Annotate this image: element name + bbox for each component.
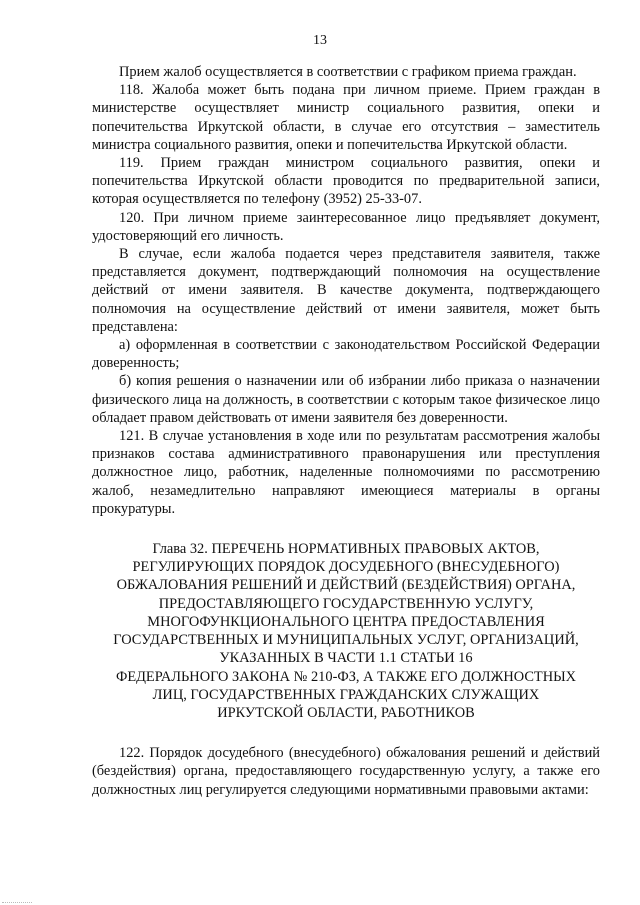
- heading-line: РЕГУЛИРУЮЩИХ ПОРЯДОК ДОСУДЕБНОГО (ВНЕСУДЕБНОГО): [132, 559, 560, 576]
- heading-line: ИРКУТСКОЙ ОБЛАСТИ, РАБОТНИКОВ: [217, 704, 475, 721]
- heading-line: ОБЖАЛОВАНИЯ РЕШЕНИЙ И ДЕЙСТВИЙ (БЕЗДЕЙСТВИЯ) ОРГАНА,: [116, 577, 576, 594]
- heading-line: ЛИЦ, ГОСУДАРСТВЕННЫХ ГРАЖДАНСКИХ СЛУЖАЩИХ: [152, 686, 540, 703]
- paragraph-118: 118. Жалоба может быть подана при личном приеме. Прием граждан в министерстве осуществляет министр социального развития, опеки и попечительства Иркутской области, в случае его отсутствия – заместитель министра социального развития, опеки и попечительства Иркутской области.: [92, 82, 600, 153]
- paragraph-item-a: а) оформленная в соответствии с законодательством Российской Федерации доверенность;: [92, 337, 600, 372]
- paragraph-reception-schedule: Прием жалоб осуществляется в соответствии с графиком приема граждан.: [119, 64, 577, 80]
- paragraph-122: 122. Порядок досудебного (внесудебного) обжалования решений и действий (бездействия) органа, предоставляющего государственную услугу, а также его должностных лиц регулируется следующими нормативными правовыми актами:: [92, 745, 600, 798]
- heading-line: ГОСУДАРСТВЕННЫХ И МУНИЦИПАЛЬНЫХ УСЛУГ, ОРГАНИЗАЦИЙ,: [113, 632, 579, 649]
- paragraph-119: 119. Прием граждан министром социального развития, опеки и попечительства Иркутской области проводится по предварительной записи, которая осуществляется по телефону (3952) 25-33-07.: [92, 155, 600, 208]
- heading-line: УКАЗАННЫХ В ЧАСТИ 1.1 СТАТЬИ 16: [219, 650, 473, 667]
- chapter-32-heading: [92, 540, 600, 722]
- scan-corner-mark: [2, 900, 32, 903]
- heading-line: МНОГОФУНКЦИОНАЛЬНОГО ЦЕНТРА ПРЕДОСТАВЛЕНИЯ: [147, 613, 545, 630]
- page-number: 13: [313, 33, 327, 48]
- paragraph-121: 121. В случае установления в ходе или по результатам рассмотрения жалобы признаков состава административного правонарушения или преступления должностное лицо, работник, наделенные полномочиями по рассмотрению жалоб, незамедлительно направляют имеющиеся материалы в органы прокуратуры.: [92, 428, 600, 517]
- heading-line: ПРЕДОСТАВЛЯЮЩЕГО ГОСУДАРСТВЕННУЮ УСЛУГУ,: [158, 595, 534, 612]
- paragraph-item-b: б) копия решения о назначении или об избрании либо приказа о назначении физического лица на должность, в соответствии с которым такое физическое лицо обладает правом действовать от имени заявителя без доверенности.: [92, 373, 600, 426]
- document-body: [92, 63, 600, 799]
- paragraph-120: 120. При личном приеме заинтересованное лицо предъявляет документ, удостоверяющий его личность.: [92, 209, 600, 244]
- heading-line: Глава 32. ПЕРЕЧЕНЬ НОРМАТИВНЫХ ПРАВОВЫХ АКТОВ,: [152, 541, 540, 558]
- heading-line: ФЕДЕРАЛЬНОГО ЗАКОНА № 210-ФЗ, А ТАКЖЕ ЕГО ДОЛЖНОСТНЫХ: [115, 668, 577, 685]
- paragraph-representative: В случае, если жалоба подается через представителя заявителя, также представляется документ, подтверждающий полномочия на осуществление действий от имени заявителя. В качестве документа, подтверждающего полномочия на осуществление действий от имени заявителя, может быть представлена:: [92, 246, 600, 335]
